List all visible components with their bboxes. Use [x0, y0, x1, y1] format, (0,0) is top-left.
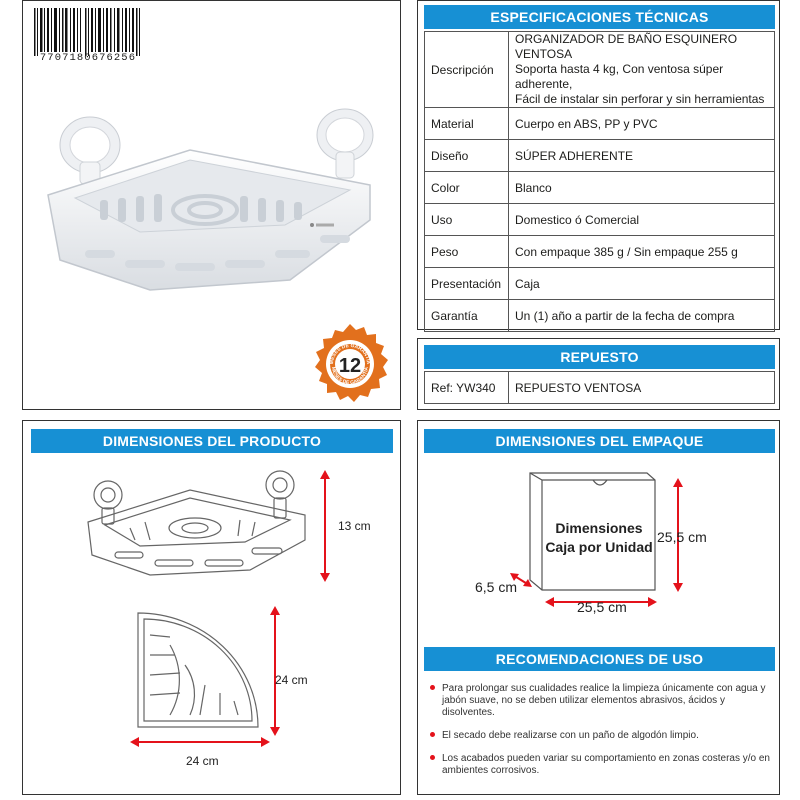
table-row: [425, 300, 775, 332]
badge-bottom-text: MESES DE GARANTÍA: [329, 366, 371, 387]
table-row: [425, 140, 775, 172]
table-row: [425, 372, 775, 404]
table-row: [425, 268, 775, 300]
repuesto-title: REPUESTO: [424, 345, 775, 369]
prod-width-label: 24 cm: [186, 754, 219, 768]
spec-label: Diseño: [425, 140, 509, 172]
repuesto-table: [424, 371, 775, 404]
list-item: [428, 730, 773, 742]
spec-label: Garantía: [425, 300, 509, 332]
spec-value: Un (1) año a partir de la fecha de compra: [509, 300, 775, 332]
spec-label: Material: [425, 108, 509, 140]
table-row: [425, 108, 775, 140]
repuesto-value: REPUESTO VENTOSA: [509, 372, 775, 404]
bullet-icon: [430, 755, 435, 760]
prod-height-label: 13 cm: [338, 519, 371, 533]
table-row: [425, 236, 775, 268]
repuesto-panel: [417, 338, 780, 410]
spec-value: SÚPER ADHERENTE: [509, 140, 775, 172]
specs-title: ESPECIFICACIONES TÉCNICAS: [424, 5, 775, 29]
spec-value: Blanco: [509, 172, 775, 204]
rec-text: El secado debe realizarse con un paño de algodón limpio.: [442, 730, 699, 741]
box-text-line2: Caja por Unidad: [545, 539, 653, 555]
spec-label: Uso: [425, 204, 509, 236]
badge-top-text: MESES DE GARANTÍA: [328, 342, 372, 365]
spec-desc-line: Soporta hasta 4 kg, Con ventosa súper adherente,: [515, 62, 724, 91]
list-item: [428, 683, 773, 719]
product-photo: [40, 100, 385, 315]
spec-label: Color: [425, 172, 509, 204]
width-arrow: [130, 732, 270, 752]
prod-depth-label: 24 cm: [275, 673, 308, 687]
box-text: [543, 519, 655, 557]
dim-empaque-title: DIMENSIONES DEL EMPAQUE: [424, 429, 775, 453]
product-side-drawing: [80, 460, 320, 590]
product-top-drawing: [130, 605, 270, 735]
list-item: [428, 753, 773, 777]
depth-arrow: [265, 606, 285, 736]
spec-value: Caja: [509, 268, 775, 300]
recomendaciones-list: [428, 683, 773, 788]
box-width-label: 25,5 cm: [577, 599, 627, 615]
spec-value: [509, 32, 775, 108]
badge-number: 12: [338, 355, 362, 377]
spec-desc-line: ORGANIZADOR DE BAÑO ESQUINERO VENTOSA: [515, 32, 738, 61]
box-text-line1: Dimensiones: [555, 520, 643, 536]
box-height-label: 25,5 cm: [657, 529, 707, 545]
spec-value: Domestico ó Comercial: [509, 204, 775, 236]
table-row: [425, 32, 775, 108]
box-depth-label: 6,5 cm: [475, 579, 518, 595]
dim-producto-title: DIMENSIONES DEL PRODUCTO: [31, 429, 393, 453]
spec-label: Peso: [425, 236, 509, 268]
spec-label: Descripción: [425, 32, 509, 108]
warranty-badge: [308, 322, 392, 406]
bullet-icon: [430, 685, 435, 690]
spec-value: Cuerpo en ABS, PP y PVC: [509, 108, 775, 140]
barcode-number: 7707180676256: [39, 52, 137, 64]
bullet-icon: [430, 732, 435, 737]
table-row: [425, 204, 775, 236]
suction-cup-left-icon: [60, 117, 120, 184]
table-row: [425, 172, 775, 204]
height-arrow: [315, 470, 335, 582]
spec-label: Presentación: [425, 268, 509, 300]
spec-desc-line: Fácil de instalar sin perforar y sin herramientas: [515, 92, 765, 106]
rec-text: Los acabados pueden variar su comportamiento en zonas costeras y/o en ambientes corrosivos.: [442, 753, 770, 776]
recomendaciones-title: RECOMENDACIONES DE USO: [424, 647, 775, 671]
specs-table: [424, 31, 775, 332]
specs-panel: [417, 0, 780, 330]
rec-text: Para prolongar sus cualidades realice la limpieza únicamente con agua y jabón suave, no se deben utilizar elementos abrasivos, ácidos y disolventes.: [442, 683, 766, 718]
suction-cup-right-icon: [317, 109, 373, 178]
spec-value: Con empaque 385 g / Sin empaque 255 g: [509, 236, 775, 268]
repuesto-ref: Ref: YW340: [425, 372, 509, 404]
